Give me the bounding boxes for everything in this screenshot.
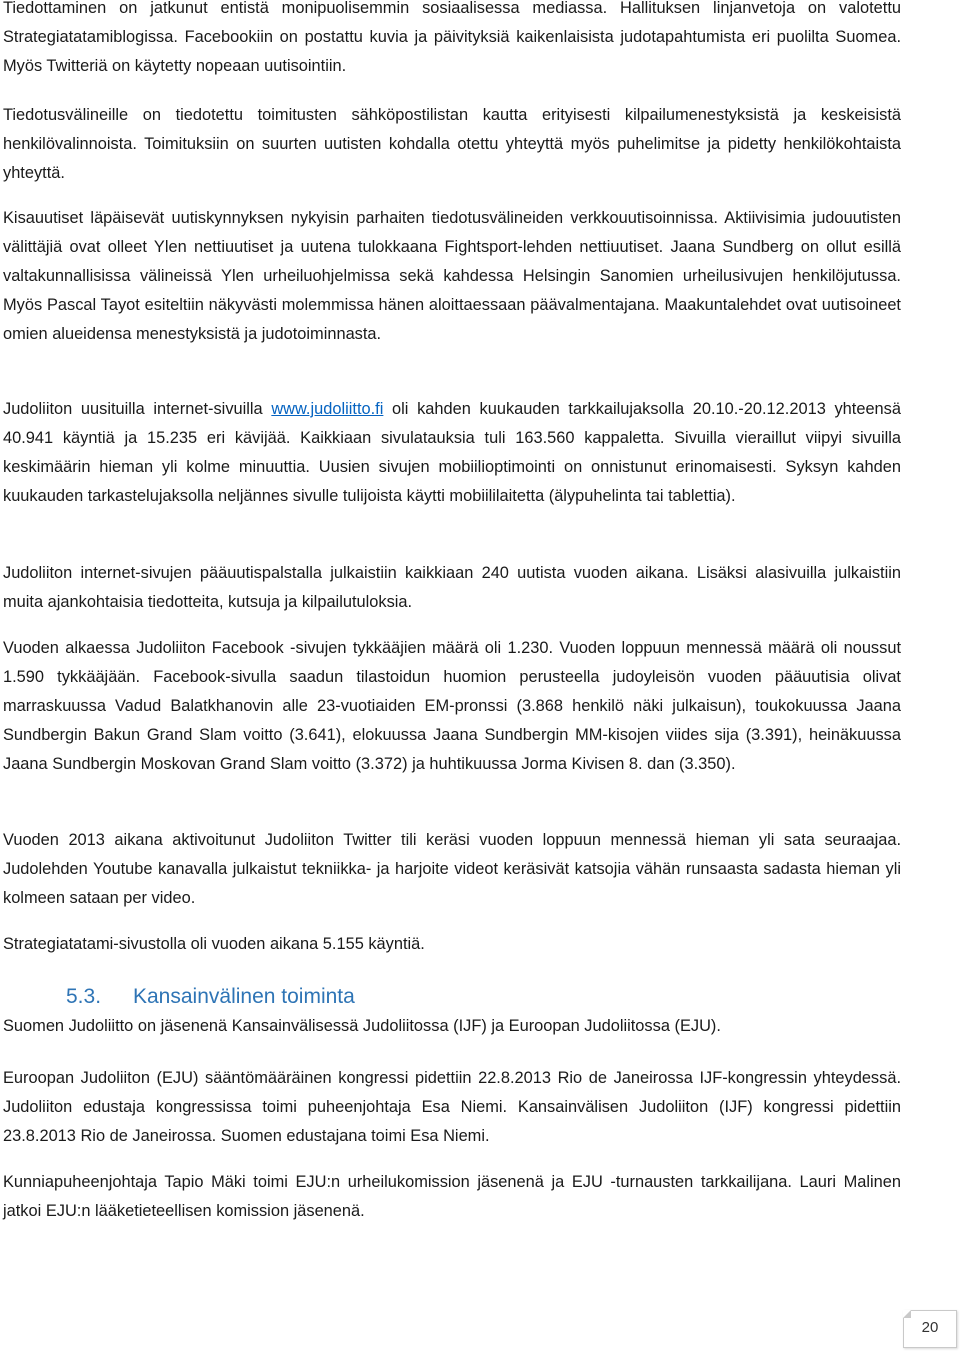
section-heading: [66, 982, 355, 1012]
website-stats-text-before: Judoliiton uusituilla internet-sivuilla: [3, 400, 272, 418]
website-stats-text-after: oli kahden kuukauden tarkkailujaksolla 20.10.-20.12.2013 yhteensä 40.941 käyntiä ja 15.235 eri kävijää. Kaikkiaan sivulatauksia tuli 163.560 kappaletta. Sivuilla vieraillut viipyi sivuilla keskimäärin hieman yli kolme minuuttia. Uusien sivujen mobiilioptimointi on onnistunut erinomaisesti. Syksyn kahden kuukauden tarkastelujaksolla neljännes sivulle tulijoista käytti mobiililaitetta (älypuhelinta tai tablettia).: [3, 400, 901, 505]
paragraph-twitter-youtube: Vuoden 2013 aikana aktivoitunut Judoliiton Twitter tili keräsi vuoden loppuun mennessä hieman yli sata seuraajaa. Judolehden Youtube kanavalla julkaistut tekniikka- ja harjoite videot keräsivät katsojia vähän runsaasta sadasta hieman yli kolmeen sataan per video.: [3, 831, 901, 907]
paragraph-competition-news: Kisauutiset läpäisevät uutiskynnyksen nykyisin parhaiten tiedotusvälineiden verkkouutisoinnissa. Aktiivisimia judouutisten välittäjiä ovat olleet Ylen nettiuutiset ja uutena tulokkaana Fightsport-lehden nettiuutiset. Jaana Sundberg on ollut esillä valtakunnallisissa välineissä Ylen urheiluohjelmissa sekä kahdessa Helsingin Sanomien urheilusivujen henkilöjutussa. Myös Pascal Tayot esiteltiin näkyvästi molemmissa hänen aloittaessaan päävalmentajana. Maakuntalehdet ovat uutisoineet omien alueidensa menestyksistä ja judotoiminnasta.: [3, 209, 901, 343]
judoliitto-website-link[interactable]: www.judoliitto.fi: [271, 400, 384, 418]
page-number-box: [903, 1310, 957, 1348]
paragraph-commissions: Kunniapuheenjohtaja Tapio Mäki toimi EJU:n urheilukomission jäsenenä ja EJU -turnausten tarkkailijana. Lauri Malinen jatkoi EJU:n lääketieteellisen komission jäsenenä.: [3, 1173, 901, 1220]
paragraph-congress: Euroopan Judoliiton (EJU) sääntömääräinen kongressi pidettiin 22.8.2013 Rio de Janeirossa IJF-kongressin yhteydessä. Judoliiton edustaja kongressissa toimi puheenjohtaja Esa Niemi. Kansainvälisen Judoliiton (IJF) kongressi pidettiin 23.8.2013 Rio de Janeirossa. Suomen edustajana toimi Esa Niemi.: [3, 1069, 901, 1145]
paragraph-strategiatatami: Strategiatatami-sivustolla oli vuoden aikana 5.155 käyntiä.: [3, 935, 425, 953]
paragraph-news-count: Judoliiton internet-sivujen pääuutispalstalla julkaistiin kaikkiaan 240 uutista vuoden aikana. Lisäksi alasivuilla julkaistiin muita ajankohtaisia tiedotteita, kutsuja ja kilpailutuloksia.: [3, 564, 901, 611]
paragraph-social-media: Tiedottaminen on jatkunut entistä monipuolisemmin sosiaalisessa mediassa. Hallituksen linjanvetoja on valotettu Strategiatatamiblogissa. Facebookiin on postattu kuvia ja päivityksiä kaikenlaisista judotapahtumista eri puolilta Suomea. Myös Twitteriä on käytetty nopeaan uutisointiin.: [3, 0, 901, 75]
paragraph-memberships: Suomen Judoliitto on jäsenenä Kansainvälisessä Judoliitossa (IJF) ja Euroopan Judoliitossa (EJU).: [3, 1017, 721, 1035]
paragraph-press-releases: Tiedotusvälineille on tiedotettu toimitusten sähköpostilistan kautta erityisesti kilpailumenestyksistä ja keskeisistä henkilövalinnoista. Toimituksiin on suurten uutisten kohdalla otettu yhteyttä myös puhelimitse ja pidetty henkilökohtaista yhteyttä.: [3, 106, 901, 182]
page-corner-fold: [903, 1310, 911, 1318]
page-number: 20: [921, 1319, 939, 1336]
paragraph-facebook: Vuoden alkaessa Judoliiton Facebook -sivujen tykkääjien määrä oli 1.230. Vuoden loppuun mennessä määrä oli noussut 1.590 tykkääjään. Facebook-sivulla saadun tilastoidun huomion perusteella judoyleisön vuoden pääuutisia olivat marraskuussa Vadud Balatkhanovin alle 23-vuotiaiden EM-pronssi (3.868 henkilö näki julkaisun), toukokuussa Jaana Sundbergin Bakun Grand Slam voitto (3.641), elokuussa Jaana Sundbergin MM-kisojen viides sija (3.391), heinäkuussa Jaana Sundbergin Moskovan Grand Slam voitto (3.372) ja huhtikuussa Jorma Kivisen 8. dan (3.350).: [3, 639, 901, 773]
paragraph-website-stats: [3, 395, 901, 511]
section-number: 5.3.: [66, 985, 102, 1008]
section-title: Kansainvälinen toiminta: [133, 985, 355, 1008]
